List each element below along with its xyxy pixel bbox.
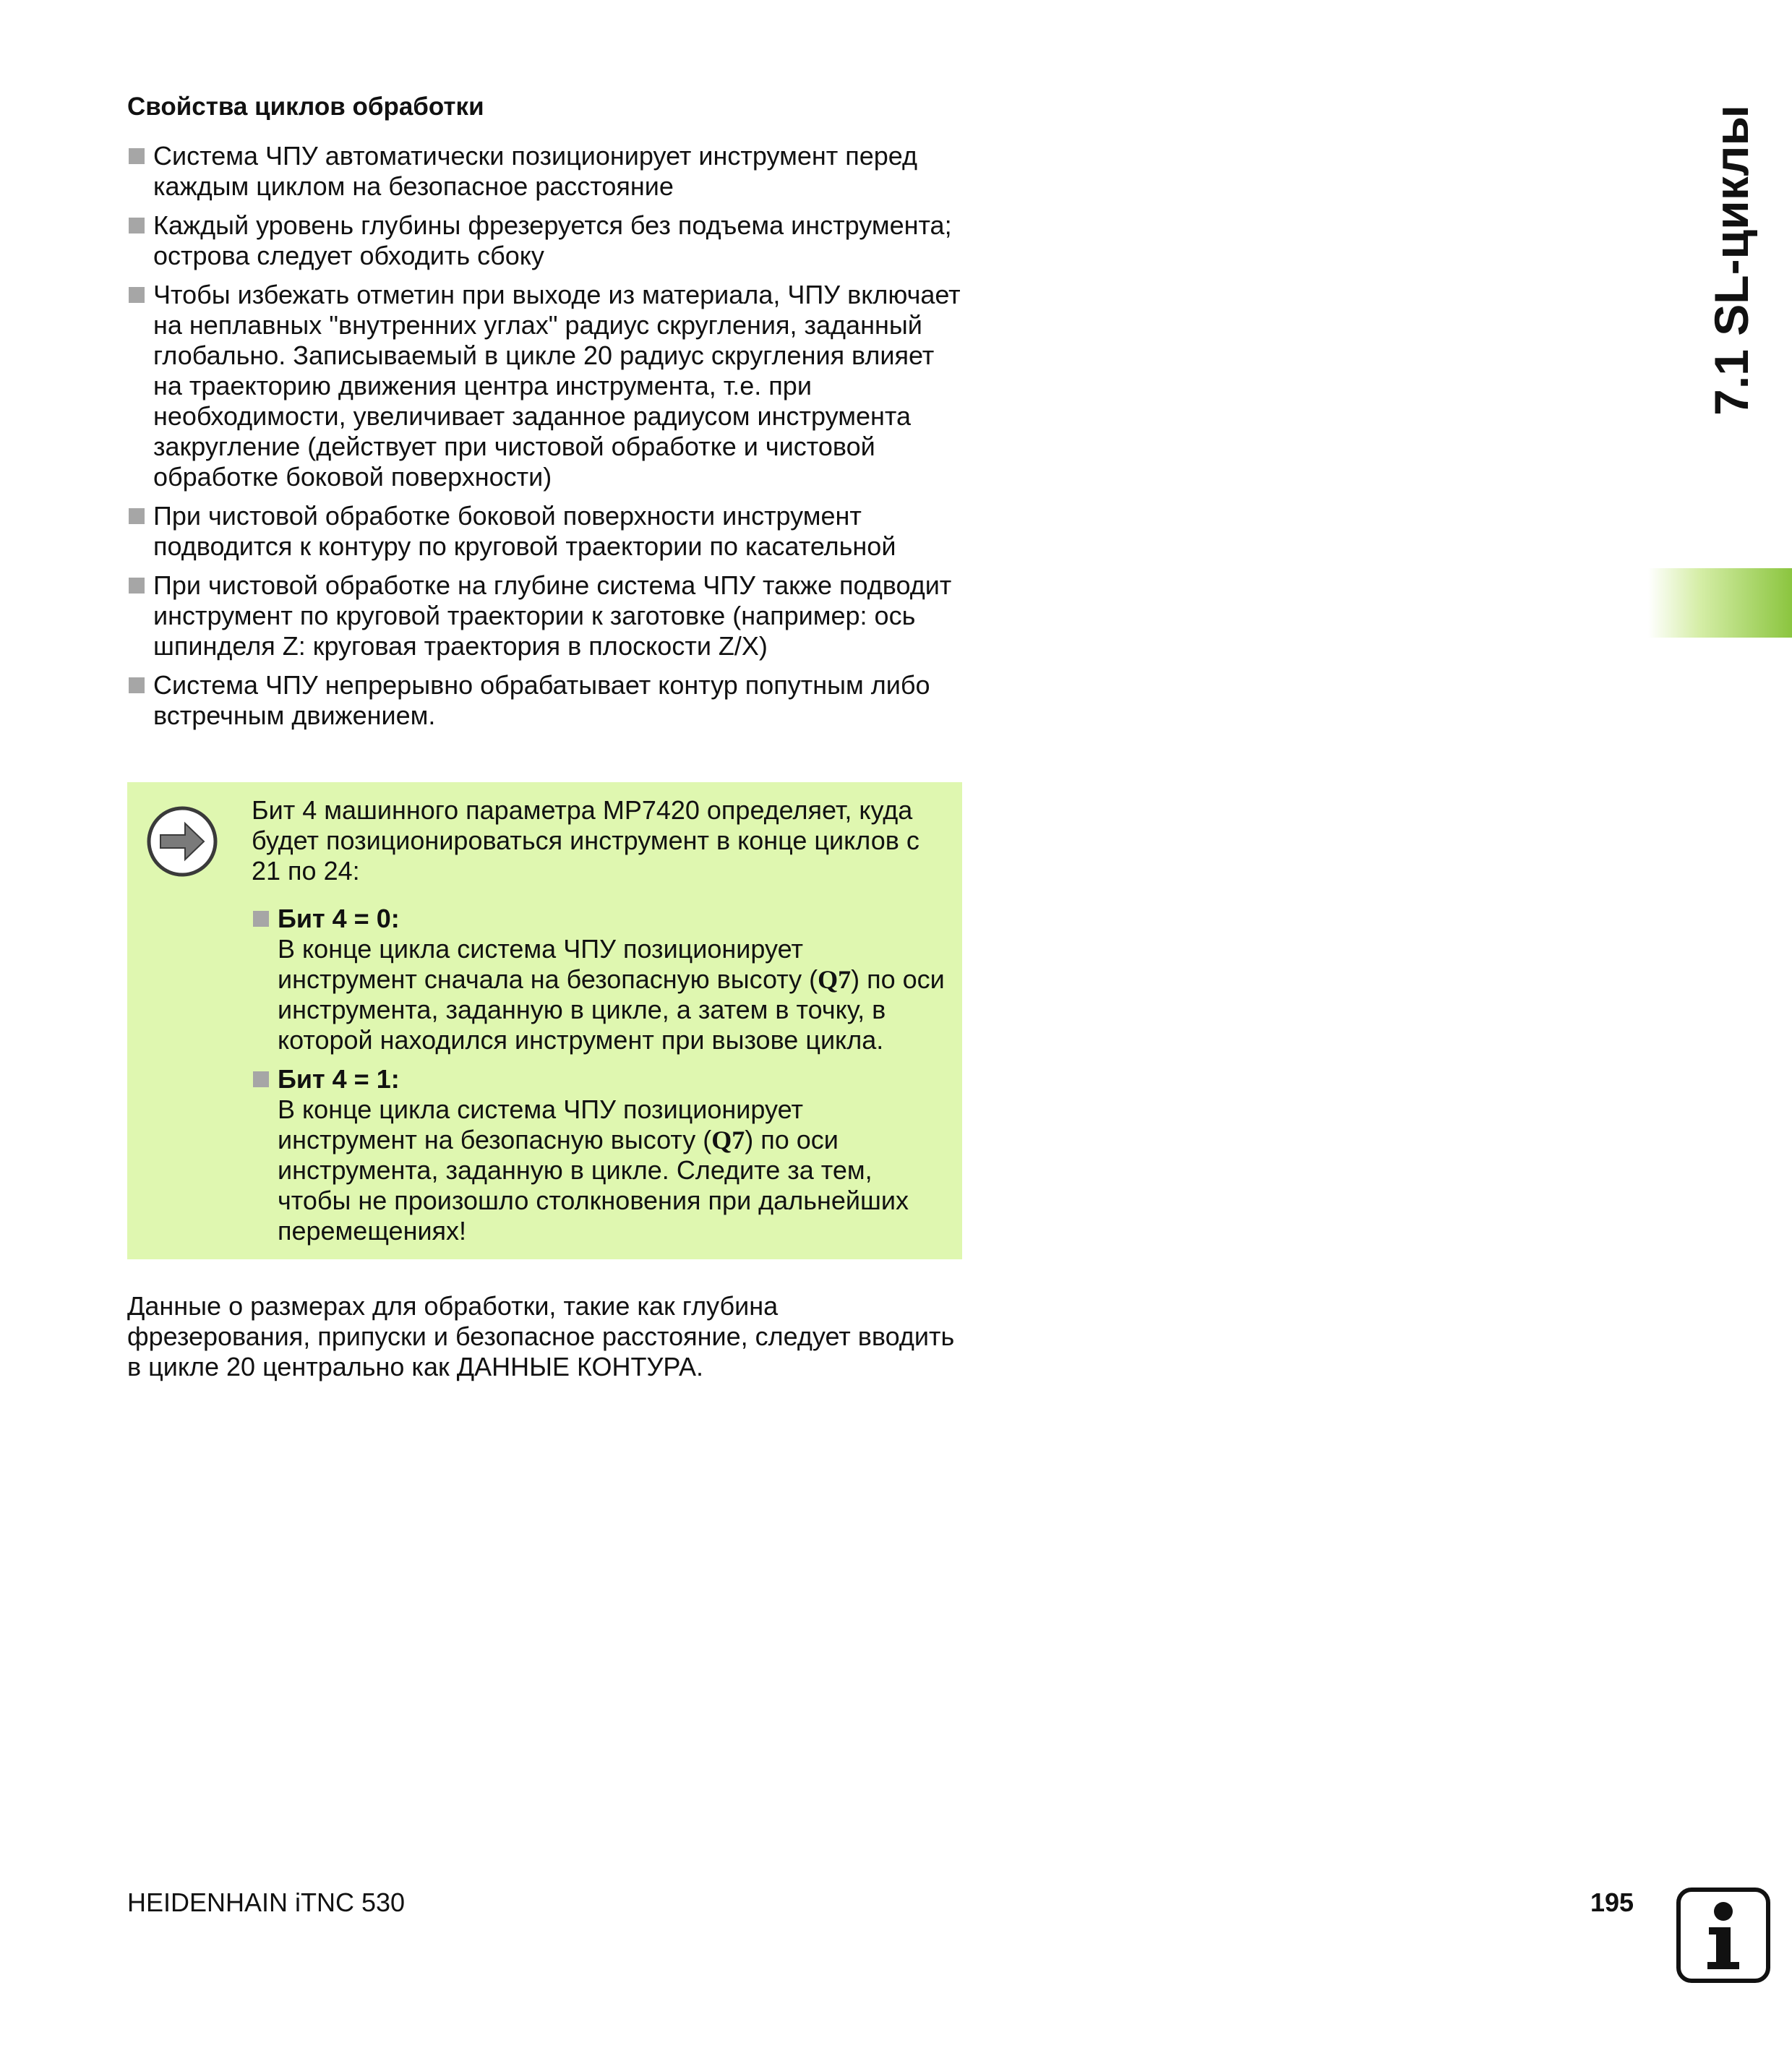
list-item-text: Система ЧПУ непрерывно обрабатывает контур попутным либо встречным движением.	[153, 670, 930, 730]
note-box	[127, 782, 962, 1259]
arrow-right-icon	[146, 805, 218, 878]
bullet-square-icon	[129, 148, 145, 164]
bullet-square-icon	[129, 218, 145, 233]
note-body	[252, 795, 946, 1255]
note-item-text	[278, 934, 945, 1055]
note-text-part: ) по оси инструмента, заданную в цикле. Следите за тем, чтобы не произошло столкновения при дальнейших перемещениях!	[278, 1125, 909, 1246]
bullet-square-icon	[253, 1071, 269, 1087]
parameter-q7: Q7	[818, 965, 852, 994]
bullet-square-icon	[129, 287, 145, 303]
bullet-square-icon	[129, 508, 145, 524]
note-text-part: ) по оси инструмента, заданную в цикле, а затем в точку, в которой находился инструмент при вызове цикла.	[278, 964, 945, 1055]
note-item-head: Бит 4 = 1:	[278, 1064, 400, 1094]
chapter-side-title	[1677, 101, 1785, 419]
chapter-tab	[1648, 568, 1792, 638]
list-item-text: Система ЧПУ автоматически позиционирует инструмент перед каждым циклом на безопасное расстояние	[153, 141, 918, 201]
list-item	[127, 280, 966, 492]
closing-paragraph: Данные о размерах для обработки, такие как глубина фрезерования, припуски и безопасное расстояние, следует вводить в цикле 20 центрально как ДАННЫЕ КОНТУРА.	[127, 1291, 955, 1381]
main-content	[127, 90, 966, 740]
bullet-square-icon	[129, 578, 145, 594]
note-list-item	[252, 1064, 946, 1246]
properties-list	[127, 141, 966, 731]
bullet-square-icon	[253, 911, 269, 927]
list-item-text: Чтобы избежать отметин при выходе из материала, ЧПУ включает на неплавных "внутренних углах" радиус скругления, заданный глобально. Записываемый в цикле 20 радиус скругления влияет на траекторию движения центра инструмента, т.е. при необходимости, увеличивает заданное радиусом инструмента закругление (действует при чистовой обработке и чистовой обработке боковой поверхности)	[153, 280, 961, 492]
note-list	[252, 904, 946, 1246]
list-item-text: При чистовой обработке боковой поверхности инструмент подводится к контуру по круговой траектории по касательной	[153, 501, 896, 561]
note-text-part: В конце цикла система ЧПУ позиционирует инструмент сначала на безопасную высоту (	[278, 934, 818, 994]
list-item	[127, 210, 966, 271]
note-text-part: В конце цикла система ЧПУ позиционирует инструмент на безопасную высоту (	[278, 1094, 803, 1154]
section-title: Свойства циклов обработки	[127, 93, 484, 121]
list-item	[127, 501, 966, 562]
note-intro: Бит 4 машинного параметра MP7420 определяет, куда будет позиционироваться инструмент в конце циклов с 21 по 24:	[252, 795, 919, 886]
bullet-square-icon	[129, 677, 145, 693]
list-item	[127, 141, 966, 202]
info-icon	[1676, 1887, 1771, 1984]
note-list-item	[252, 904, 946, 1055]
note-item-head: Бит 4 = 0:	[278, 904, 400, 933]
list-item-text: При чистовой обработке на глубине система ЧПУ также подводит инструмент по круговой траектории к заготовке (например: ось шпинделя Z: круговая траектория в плоскости Z/X)	[153, 570, 952, 661]
list-item	[127, 670, 966, 731]
list-item-text: Каждый уровень глубины фрезеруется без подъема инструмента; острова следует обходить сбоку	[153, 210, 952, 270]
footer-manual-name: HEIDENHAIN iTNC 530	[127, 1888, 406, 1917]
note-item-text	[278, 1094, 909, 1246]
parameter-q7: Q7	[711, 1126, 745, 1154]
page-number: 195	[1590, 1888, 1634, 1917]
list-item	[127, 570, 966, 661]
chapter-title-text: 7.1 SL-циклы	[1705, 105, 1758, 416]
